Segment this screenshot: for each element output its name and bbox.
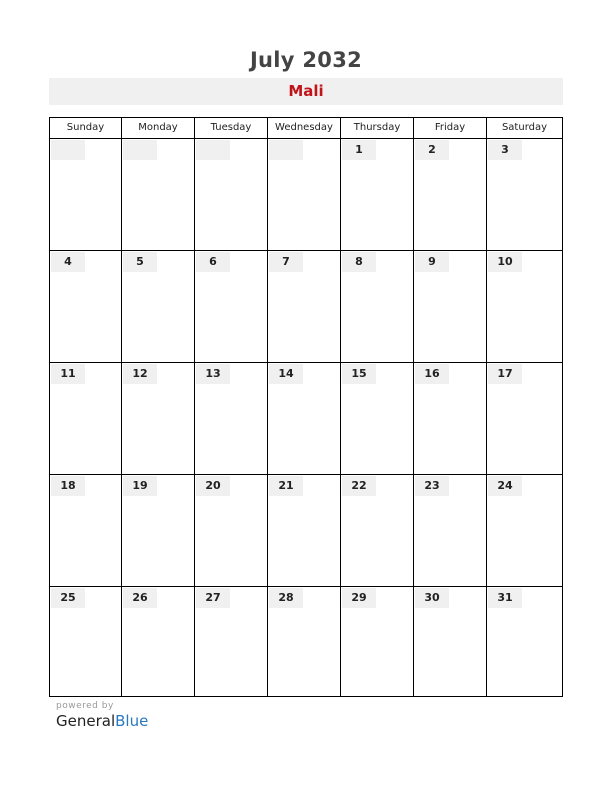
powered-by-text: powered by	[56, 701, 114, 711]
brand-blue: Blue	[115, 712, 149, 730]
day-number: 2	[415, 140, 449, 160]
day-cell[interactable]	[414, 475, 487, 586]
day-number: 27	[196, 588, 230, 608]
day-cell[interactable]	[487, 363, 562, 474]
day-cell[interactable]	[268, 139, 341, 250]
day-cell[interactable]	[195, 587, 268, 696]
week-row	[50, 587, 562, 696]
weekday-header-sunday: Sunday	[50, 118, 122, 138]
day-number	[269, 140, 303, 160]
day-number: 11	[51, 364, 85, 384]
day-cell[interactable]	[414, 587, 487, 696]
day-number	[196, 140, 230, 160]
day-cell[interactable]	[487, 251, 562, 362]
day-cell[interactable]	[195, 139, 268, 250]
day-number: 21	[269, 476, 303, 496]
day-number: 28	[269, 588, 303, 608]
brand-general: General	[56, 712, 116, 730]
day-number: 17	[488, 364, 522, 384]
day-cell[interactable]	[195, 363, 268, 474]
weekday-header-tuesday: Tuesday	[195, 118, 268, 138]
day-number: 1	[342, 140, 376, 160]
weekday-header-thursday: Thursday	[341, 118, 414, 138]
day-cell[interactable]	[487, 139, 562, 250]
day-cell[interactable]	[341, 475, 414, 586]
day-number: 15	[342, 364, 376, 384]
day-cell[interactable]	[195, 251, 268, 362]
country-banner	[49, 78, 563, 105]
weekday-header-row	[50, 118, 562, 139]
day-number: 12	[123, 364, 157, 384]
generalblue-logo[interactable]	[56, 712, 148, 730]
day-cell[interactable]	[268, 251, 341, 362]
weekday-header-saturday: Saturday	[501, 122, 548, 133]
day-cell[interactable]	[50, 251, 122, 362]
day-cell[interactable]	[122, 363, 195, 474]
country-label: Mali	[288, 82, 324, 100]
weekday-header-friday: Friday	[414, 118, 487, 138]
day-cell[interactable]	[195, 475, 268, 586]
week-row	[50, 475, 562, 587]
day-cell[interactable]	[50, 587, 122, 696]
day-number: 25	[51, 588, 85, 608]
day-number: 9	[415, 252, 449, 272]
day-number: 18	[51, 476, 85, 496]
weekday-header-wednesday: Wednesday	[268, 118, 341, 138]
day-cell[interactable]	[341, 251, 414, 362]
day-cell[interactable]	[341, 139, 414, 250]
day-number: 4	[51, 252, 85, 272]
week-row	[50, 139, 562, 251]
day-number: 5	[123, 252, 157, 272]
day-number: 26	[123, 588, 157, 608]
weekday-header-monday: Monday	[122, 118, 195, 138]
day-cell[interactable]	[122, 251, 195, 362]
day-cell[interactable]	[268, 363, 341, 474]
day-number	[51, 140, 85, 160]
day-number: 31	[488, 588, 522, 608]
day-number: 16	[415, 364, 449, 384]
day-number: 22	[342, 476, 376, 496]
day-cell[interactable]	[50, 475, 122, 586]
calendar-grid	[49, 117, 563, 697]
day-cell[interactable]	[122, 139, 195, 250]
week-row	[50, 251, 562, 363]
day-cell[interactable]	[50, 139, 122, 250]
day-cell[interactable]	[122, 475, 195, 586]
day-cell[interactable]	[268, 475, 341, 586]
day-number: 6	[196, 252, 230, 272]
day-number: 20	[196, 476, 230, 496]
day-cell[interactable]	[50, 363, 122, 474]
week-row	[50, 363, 562, 475]
day-number: 7	[269, 252, 303, 272]
day-number: 8	[342, 252, 376, 272]
day-cell[interactable]	[268, 587, 341, 696]
day-number: 30	[415, 588, 449, 608]
day-number: 23	[415, 476, 449, 496]
day-cell[interactable]	[341, 363, 414, 474]
day-cell[interactable]	[487, 587, 562, 696]
footer	[56, 701, 148, 730]
day-number: 3	[488, 140, 522, 160]
day-cell[interactable]	[341, 587, 414, 696]
day-cell[interactable]	[414, 139, 487, 250]
day-number: 29	[342, 588, 376, 608]
day-number: 19	[123, 476, 157, 496]
day-cell[interactable]	[414, 363, 487, 474]
day-cell[interactable]	[122, 587, 195, 696]
day-number: 10	[488, 252, 522, 272]
calendar-title: July 2032	[249, 48, 363, 72]
day-cell[interactable]	[487, 475, 562, 586]
day-number: 13	[196, 364, 230, 384]
day-number: 24	[488, 476, 522, 496]
day-number: 14	[269, 364, 303, 384]
day-number	[123, 140, 157, 160]
day-cell[interactable]	[414, 251, 487, 362]
